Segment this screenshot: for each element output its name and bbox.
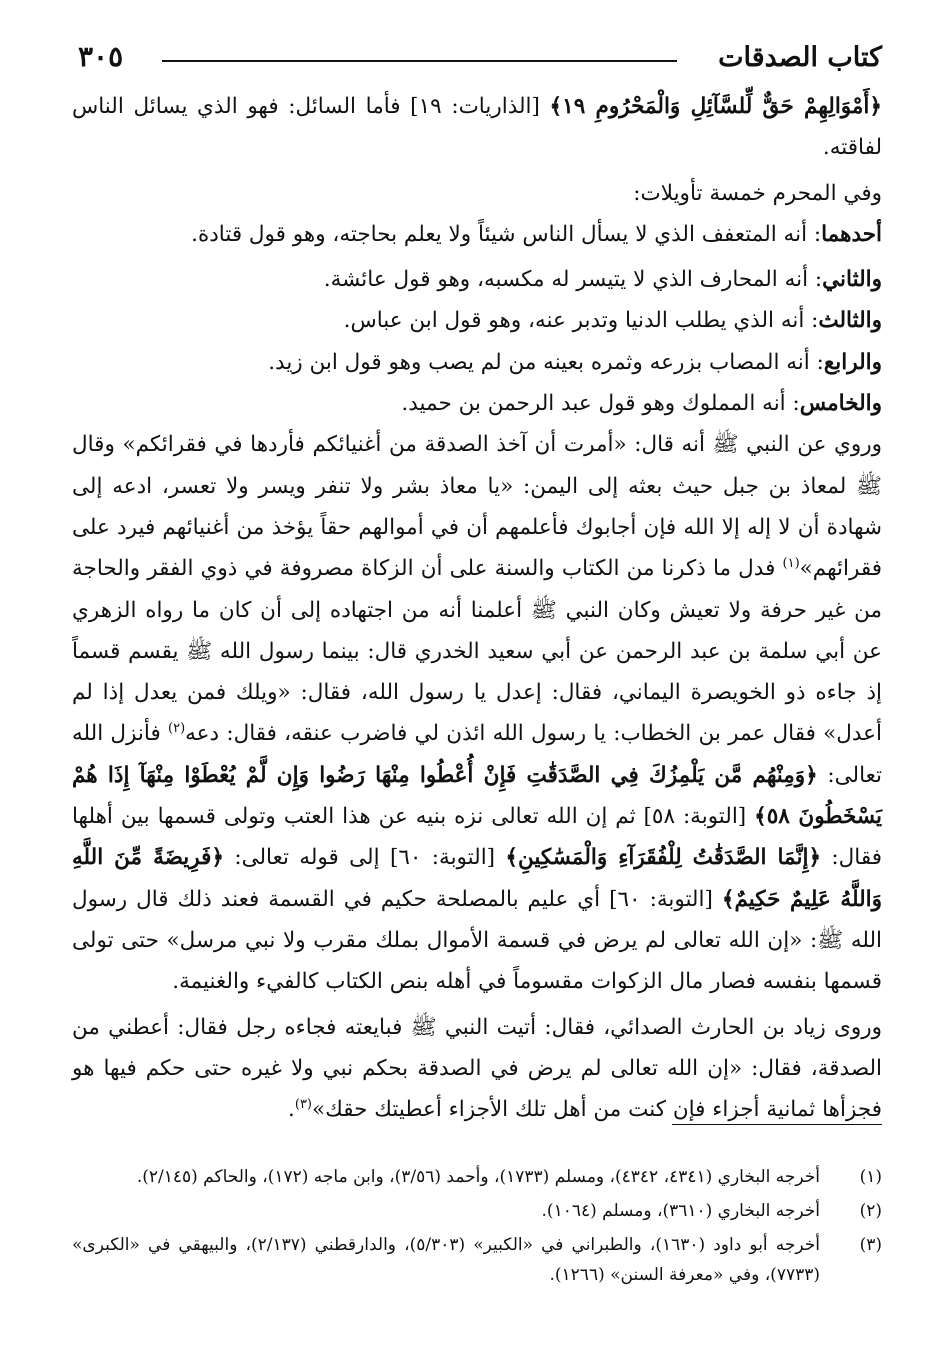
paragraph-5 bbox=[72, 300, 882, 341]
paragraph-1 bbox=[72, 86, 882, 169]
paragraph-3 bbox=[72, 214, 882, 255]
item-text: : أنه المملوك وهو قول عبد الرحمن بن حميد. bbox=[401, 391, 800, 417]
paragraph-text: فأنزل الله تعالى: bbox=[72, 721, 882, 788]
paragraph-text: [التوبة: ٦٠] أي عليم بالمصلحة حكيم في القسمة فعند ذلك قال رسول الله ﷺ: «إن الله تعالى لم يرض في قسمة الأموال بملك مقرب ولا نبي مرسل» حتى تولى قسمها بنفسه فصار مال الزكوات مقسوماً في أهله بنص الكتاب كالفيء والغنيمة. bbox=[72, 886, 882, 995]
quran-verse: ﴿إِنَّمَا الصَّدَقَٰتُ لِلْفُقَرَآءِ وَالْمَسَٰكِينِ﴾ bbox=[505, 845, 822, 871]
paragraph-9 bbox=[72, 1007, 882, 1131]
item-text: : أنه المحارف الذي لا يتيسر له مكسبه، وهو قول عائشة. bbox=[323, 267, 823, 293]
paragraph-4 bbox=[72, 259, 882, 300]
item-text: : أنه المصاب بزرعه وثمره بعينه من لم يصب وهو قول ابن زيد. bbox=[268, 349, 824, 375]
chapter-title: كتاب الصدقات bbox=[718, 42, 882, 73]
footnotes bbox=[72, 1162, 882, 1294]
footnote-text: أخرجه البخاري (٤٣٤١، ٤٣٤٢)، ومسلم (١٧٣٣)، وأحمد (٣/٥٦)، وابن ماجه (١٧٢)، والحاكم (٢/١٤٥). bbox=[136, 1167, 820, 1187]
footnote-number: (٣) bbox=[859, 1235, 882, 1255]
paragraph-6 bbox=[72, 342, 882, 383]
footnote-text: أخرجه أبو داود (١٦٣٠)، والطبراني في «الكبير» (٥/٣٠٣)، والدارقطني (٢/١٣٧)، والبيهقي في «الكبرى» (٧٧٣٣)، وفي «معرفة السنن» (١٢٦٦). bbox=[72, 1235, 821, 1285]
page-number: ٣٠٥ bbox=[78, 40, 124, 73]
paragraph-text: [التوبة: ٥٨] ثم إن الله تعالى نزه بنيه عن هذا العتب وتولى قسمها بين أهلها فقال: bbox=[72, 804, 882, 871]
footnote bbox=[72, 1162, 882, 1192]
footnote-ref: (١) bbox=[782, 556, 800, 572]
quran-verse: ﴿فَرِيضَةً مِّنَ اللَّهِ وَاللَّهُ عَلِيمٌ حَكِيمٌ﴾ bbox=[72, 845, 882, 912]
quran-verse: ﴿وَمِنْهُم مَّن يَلْمِزُكَ فِي الصَّدَقَٰتِ فَإِنْ أُعْطُوا مِنْهَا رَضُوا وَإِن لَّمْ يُعْطَوْا مِنْهَآ إِذَا هُمْ يَسْخَطُونَ ٥٨﴾ bbox=[72, 762, 882, 830]
item-text: : أنه المتعفف الذي لا يسأل الناس شيئاً ولا يعلم بحاجته، وهو قول قتادة. bbox=[191, 221, 822, 247]
footnote-number: (١) bbox=[859, 1167, 882, 1187]
footnote-text: أخرجه البخاري (٣٦١٠)، ومسلم (١٠٦٤). bbox=[541, 1201, 820, 1221]
item-label: والخامس bbox=[799, 391, 882, 417]
header-rule bbox=[162, 60, 677, 62]
item-label: والرابع bbox=[823, 349, 882, 375]
footnote bbox=[72, 1230, 882, 1290]
paragraph-text: [الذاريات: ١٩] فأما السائل: فهو الذي يسائل الناس لفاقته. bbox=[72, 94, 882, 161]
footnote-number: (٢) bbox=[859, 1201, 882, 1221]
paragraph-text: [التوبة: ٦٠] إلى قوله تعالى: bbox=[223, 845, 506, 871]
main-text bbox=[72, 86, 882, 1130]
paragraph-text: وروي عن النبي ﷺ أنه قال: «أمرت أن آخذ الصدقة من أغنيائكم فأردها في فقرائكم» وقال ﷺ لمعاذ بن جبل حيث بعثه إلى اليمن: «يا معاذ بشر ولا تنفر ويسر ولا تعسر، ادعه إلى شهادة أن لا إله إلا الله فإن أجابوك فأعلمهم أن في أموالهم حقاً يؤخذ من أغنيائهم فيرد على فقرائهم» bbox=[72, 432, 882, 582]
footnote-ref: (٢) bbox=[168, 721, 186, 737]
page-header bbox=[72, 36, 882, 82]
paragraph-7 bbox=[72, 383, 882, 424]
item-label: والثاني bbox=[822, 267, 882, 293]
paragraph-text: . bbox=[288, 1097, 295, 1123]
paragraph-text: فدل ما ذكرنا من الكتاب والسنة على أن الزكاة مصروفة في ذوي الفقر والحاجة من غير حرفة ولا تعيش وكان النبي ﷺ أعلمنا أنه من اجتهاده إلى أن كان ما رواه الزهري عن أبي سلمة بن عبد الرحمن عن أبي سعيد الخدري قال: بينما رسول الله ﷺ يقسم قسماً إذ جاءه ذو الخويصرة اليماني، فقال: إعدل يا رسول الله، فقال: «ويلك فمن يعدل إذا لم أعدل» فقال عمر بن الخطاب: يا رسول الله ائذن لي فاضرب عنقه، فقال: دعه bbox=[72, 556, 882, 747]
paragraph-8 bbox=[72, 424, 882, 1002]
paragraph-text: وروى زياد بن الحارث الصدائي، فقال: أتيت النبي ﷺ فبايعته فجاءه رجل فقال: أعطني من الصدقة، فقال: «إن الله تعالى لم يرض في الصدقة بحكم نبي ولا غيره حتى حكم فيها هو فجزأها ثمانية أجزاء فإن كنت من أهل تلك الأجزاء أعطيتك حقك» bbox=[72, 1014, 882, 1123]
item-label: أحدهما bbox=[821, 221, 882, 247]
paragraph-2: وفي المحرم خمسة تأويلات: bbox=[633, 180, 882, 206]
item-text: : أنه الذي يطلب الدنيا وتدبر عنه، وهو قول ابن عباس. bbox=[343, 308, 819, 334]
footnote-separator bbox=[672, 1124, 882, 1125]
footnote bbox=[72, 1196, 882, 1226]
item-label: والثالث bbox=[818, 308, 882, 334]
quran-verse: ﴿أَمْوَالِهِمْ حَقٌّ لِّلسَّآئِلِ وَالْمَحْرُومِ ١٩﴾ bbox=[549, 94, 882, 119]
footnote-ref: (٣) bbox=[294, 1096, 312, 1112]
